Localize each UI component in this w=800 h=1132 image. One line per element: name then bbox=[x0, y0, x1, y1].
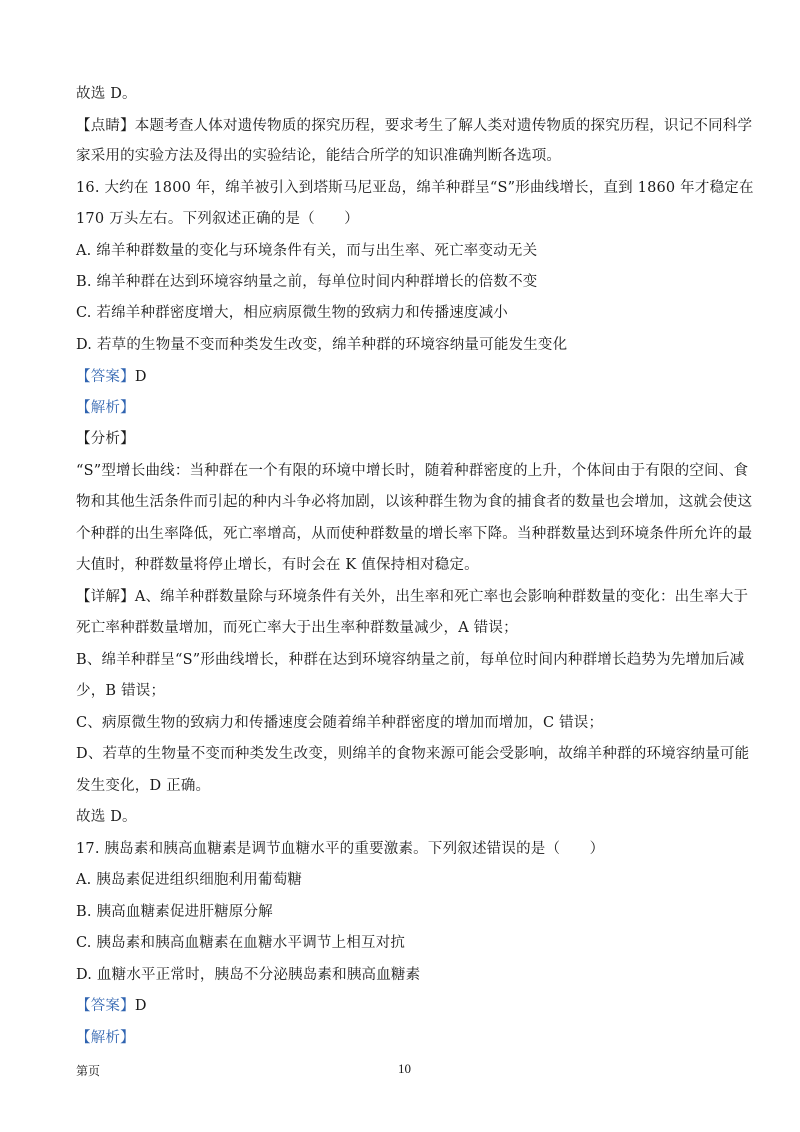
answer-line-16 bbox=[76, 367, 726, 387]
question-17-stem: 17. 胰岛素和胰高血糖素是调节血糖水平的重要激素。下列叙述错误的是（ ） bbox=[76, 841, 605, 857]
detail-line-7: 发生变化，D 正确。 bbox=[76, 778, 211, 794]
answer-tag-17: 【答案】 bbox=[76, 998, 135, 1014]
footer-page-label: 第页 bbox=[76, 1064, 101, 1078]
question-16-option-a: A. 绵羊种群数量的变化与环境条件有关，而与出生率、死亡率变动无关 bbox=[76, 243, 538, 259]
detail-tag: 【详解】 bbox=[76, 589, 135, 605]
answer-line-17 bbox=[76, 996, 726, 1016]
answer-tag: 【答案】 bbox=[76, 369, 135, 385]
question-16-stem-1: 16. 大约在 1800 年，绵羊被引入到塔斯马尼亚岛，绵羊种群呈“S”形曲线增长，直到 1860 年才稳定在 bbox=[76, 180, 754, 196]
question-16-option-d: D. 若草的生物量不变而种类发生改变，绵羊种群的环境容纳量可能发生变化 bbox=[76, 337, 568, 353]
question-17-option-c: C. 胰岛素和胰高血糖素在血糖水平调节上相互对抗 bbox=[76, 935, 406, 951]
detail-line-6: D、若草的生物量不变而种类发生改变，则绵羊的食物来源可能会受影响，故绵羊种群的环境容纳量可能 bbox=[76, 746, 750, 762]
footer-page-number: 10 bbox=[398, 1061, 411, 1076]
detail-line-1 bbox=[76, 587, 749, 607]
analysis-tag-17: 【解析】 bbox=[76, 1030, 135, 1046]
answer-value-17: D bbox=[134, 998, 147, 1014]
text-line-3: 家采用的实验方法及得出的实验结论，能结合所学的知识准确判断各选项。 bbox=[76, 148, 562, 164]
question-16-option-b: B. 绵羊种群在达到环境容纳量之前，每单位时间内种群增长的倍数不变 bbox=[76, 274, 538, 290]
question-16-stem-2: 170 万头左右。下列叙述正确的是（ ） bbox=[76, 211, 359, 227]
detail-line-3: B、绵羊种群呈“S”形曲线增长，种群在达到环境容纳量之前，每单位时间内种群增长趋势为先增加后减 bbox=[76, 652, 745, 668]
analysis-line-1: “S”型增长曲线：当种群在一个有限的环境中增长时，随着种群密度的上升，个体间由于有限的空间、食 bbox=[76, 463, 749, 479]
question-17-option-a: A. 胰岛素促进组织细胞利用葡萄糖 bbox=[76, 872, 303, 888]
text-line-2: 【点睛】本题考查人体对遗传物质的探究历程，要求考生了解人类对遗传物质的探究历程，识记不同科学 bbox=[76, 118, 753, 134]
analysis-line-4: 大值时，种群数量将停止增长，有时会在 K 值保持相对稳定。 bbox=[76, 557, 479, 573]
text-line-1: 故选 D。 bbox=[76, 86, 137, 102]
question-17-option-b: B. 胰高血糖素促进肝糖原分解 bbox=[76, 904, 273, 920]
question-16-option-c: C. 若绵羊种群密度增大，相应病原微生物的致病力和传播速度减小 bbox=[76, 305, 508, 321]
analysis-line-2: 物和其他生活条件而引起的种内斗争必将加剧，以该种群生物为食的捕食者的数量也会增加，这就会使这 bbox=[76, 494, 753, 510]
analysis-line-3: 个种群的出生率降低，死亡率增高，从而使种群数量的增长率下降。当种群数量达到环境条件所允许的最 bbox=[76, 526, 753, 542]
conclusion-line: 故选 D。 bbox=[76, 809, 137, 825]
detail-text-1: A、绵羊种群数量除与环境条件有关外，出生率和死亡率也会影响种群数量的变化：出生率大于 bbox=[134, 589, 749, 605]
detail-line-2: 死亡率种群数量增加，而死亡率大于出生率种群数量减少，A 错误； bbox=[76, 620, 518, 636]
analysis-tag: 【解析】 bbox=[76, 400, 135, 416]
detail-line-4: 少，B 错误； bbox=[76, 683, 166, 699]
question-17-option-d: D. 血糖水平正常时，胰岛不分泌胰岛素和胰高血糖素 bbox=[76, 967, 421, 983]
answer-value: D bbox=[134, 369, 147, 385]
fenxi-tag: 【分析】 bbox=[76, 431, 135, 447]
detail-line-5: C、病原微生物的致病力和传播速度会随着绵羊种群密度的增加而增加，C 错误； bbox=[76, 715, 604, 731]
